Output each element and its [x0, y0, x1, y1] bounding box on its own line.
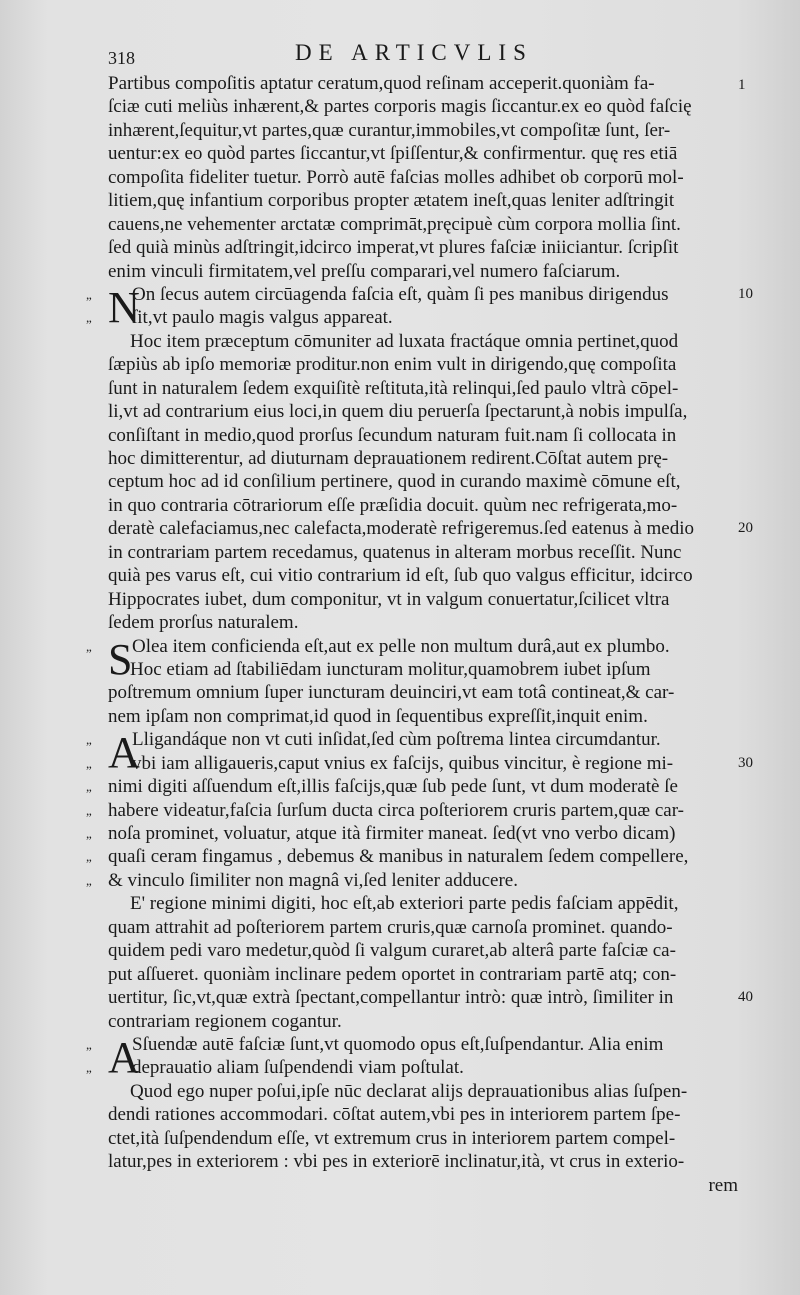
quote-mark: „: [86, 1060, 92, 1076]
text-line: „ nimi digiti aſſuendum eſt,illis faſcijs,quæ ſub pede ſunt, vt dum moderatè ſe: [86, 776, 678, 798]
quote-mark: „: [86, 779, 92, 795]
text-line: „ habere videatur,faſcia ſurſum ducta circa poſteriorem cruris partem,quæ car-: [86, 799, 684, 821]
text-line: „ quaſi ceram fingamus , debemus & manibus in naturalem ſedem compellere,: [86, 846, 689, 868]
text-line: litiem,quę infantium corporibus propter ætatem ineſt,quas leniter adſtringit: [108, 190, 675, 212]
quote-mark: „: [86, 310, 92, 326]
quote-mark: „: [86, 732, 92, 748]
catchword: rem: [708, 1174, 738, 1196]
quote-mark: „: [86, 872, 92, 888]
text-line: in contrariam partem recedamus, quatenus in alteram morbus receſſit. Nunc: [108, 541, 682, 563]
text-line: Hippocrates iubet, dum componitur, vt in valgum conuertatur,ſcilicet vltra: [108, 588, 670, 610]
text-line: „ & vinculo ſimiliter non magnâ vi,ſed leniter adducere.: [86, 869, 518, 891]
text-line: compoſita fideliter tuetur. Porrò autē faſcias molles adhibet ob corporū mol-: [108, 166, 684, 188]
text-line: „ N On ſecus autem circūagenda faſcia eſt, quàm ſi pes manibus dirigendus 10: [86, 282, 753, 332]
text-line: „ deprauatio aliam ſuſpendendi viam poſtulat.: [86, 1057, 464, 1079]
text-line: ſæpiùs ab ipſo memoriæ proditur.non enim vult in dirigendo,quę compoſita: [108, 354, 677, 376]
text-line: ſciæ cuti meliùs inhærent,& partes corporis magis ſiccantur.ex eo quòd faſcię: [108, 96, 692, 118]
text-line: quam attrahit ad poſteriorem partem cruris,quæ carnoſa prominet. quando-: [108, 916, 673, 938]
text-block: [86, 72, 753, 1197]
text-line: inhærent,ſequitur,vt partes,quæ curantur,immobiles,vt compoſitæ ſunt, ſer-: [108, 119, 671, 141]
text-line: „ A Lligandáque non vt cuti inſidat,ſed cùm poſtrema lintea circumdantur.: [86, 728, 661, 778]
line-number: 1: [738, 77, 746, 93]
line-number: 10: [738, 285, 753, 302]
text-line: ſed quià minùs adſtringit,idcirco imperat,vt plures faſciæ iniiciantur. ſcripſit: [108, 237, 679, 259]
text-line: cauens,ne vehementer arctatæ comprimāt,pręcipuè cùm corpora mollia ſint.: [108, 213, 681, 235]
text-line: quidem pedi varo medetur,quòd ſi valgum curaret,ab alterâ parte faſciæ ca-: [108, 940, 676, 962]
quote-mark: „: [86, 638, 92, 654]
text-line: uentur:ex eo quòd partes ſiccantur,vt ſpiſſentur,& confirmentur. quę res etiā: [108, 143, 678, 165]
text-line: „ A Sſuendæ autē faſciæ ſunt,vt quomodo opus eſt,ſuſpendantur. Alia enim: [86, 1032, 664, 1082]
text-line: hoc dimitterentur, ad diuturnam deprauationem redirent.Cōſtat autem prę-: [108, 448, 669, 469]
text-line: Hoc etiam ad ſtabiliēdam iuncturam molitur,quamobrem iubet ipſum: [130, 658, 651, 680]
text-line: contrariam regionem cogantur.: [108, 1010, 342, 1032]
line-number: 30: [738, 754, 753, 771]
text-line: nem ipſam non comprimat,id quod in ſequentibus expreſſit,inquit enim.: [108, 705, 648, 727]
text-line: quià pes varus eſt, cui vitio contrarium id eſt, ſub quo valgus efficitur, idcirco: [108, 565, 693, 587]
running-head: DE ARTICVLIS: [295, 40, 533, 65]
text-line: „ ſit,vt paulo magis valgus appareat.: [86, 307, 393, 329]
text-line: „ S Olea item conficienda eſt,aut ex pelle non multum durâ,aut ex plumbo.: [86, 634, 670, 684]
quote-mark: „: [86, 286, 92, 302]
drop-cap: N: [108, 282, 140, 332]
drop-cap: S: [108, 634, 133, 684]
line-number: 40: [738, 989, 753, 1006]
text-line: dendi rationes accommodari. cōſtat autem,vbi pes in interiorem partem ſpe-: [108, 1104, 681, 1126]
text-line: Quod ego nuper poſui,ipſe nūc declarat alijs deprauationibus alias ſuſpen-: [130, 1080, 688, 1102]
text-line: poſtremum omnium ſuper iuncturam deuinciri,vt eam totâ contineat,& car-: [108, 682, 675, 704]
text-line: ſunt in naturalem ſedem exquiſitè reſtituta,ità relinqui,ſed paulo vltrà cōpel-: [108, 377, 679, 399]
quote-mark: „: [86, 826, 92, 841]
text-line: put aſſueret. quoniàm inclinare pedem oportet in contrariam partē atq; con-: [108, 963, 677, 985]
quote-mark: „: [86, 849, 92, 865]
quote-mark: „: [86, 1036, 92, 1052]
text-line: ſedem prorſus naturalem.: [108, 612, 299, 634]
quote-mark: „: [86, 802, 92, 818]
text-line: deratè calefaciamus,nec calefacta,moderatè refrigeremus.ſed eatenus à medio 20: [108, 518, 753, 540]
text-line: ctet,ità ſuſpendendum eſſe, vt extremum crus in interiorem partem compel-: [108, 1127, 676, 1149]
drop-cap: A: [108, 1032, 140, 1082]
line-number: 20: [738, 520, 753, 537]
text-line: latur,pes in exteriorem : vbi pes in exteriorē inclinatur,ità, vt crus in exterio-: [108, 1151, 685, 1173]
quote-mark: „: [86, 755, 92, 771]
text-line: E' regione minimi digiti, hoc eſt,ab exteriori parte pedis faſciam appēdit,: [130, 893, 679, 915]
page-header: [0, 40, 800, 70]
drop-cap: A: [108, 728, 140, 778]
text-line: in quo contraria cōtrariorum eſſe præſidia docuit. quùm nec refrigerata,mo-: [108, 494, 678, 516]
text-line: uertitur, ſic,vt,quæ extrà ſpectant,compellantur intrò: quæ intrò, ſimiliter in 40: [108, 987, 753, 1009]
text-line: „ noſa prominet, voluatur, atque ità firmiter maneat. ſed(vt vno verbo dicam): [86, 823, 676, 844]
text-line: Partibus compoſitis aptatur ceratum,quod reſinam acceperit.quoniàm fa- 1: [108, 72, 738, 95]
text-line: ceptum hoc ad id conſilium pertinere, quod in curando maximè cōmune eſt,: [108, 471, 681, 493]
text-line: li,vt ad contrarium eius loci,in quem diu peruerſa ſpectarunt,à nobis impulſa,: [108, 401, 688, 423]
text-line: conſiſtant in medio,quod prorſus ſecundum naturam fuit.nam ſi collocata in: [108, 424, 677, 446]
page-number: 318: [108, 48, 135, 68]
text-line: Hoc item præceptum cōmuniter ad luxata fractáque omnia pertinet,quod: [130, 330, 679, 352]
text-line: enim vinculi firmitatem,vel preſſu comparari,vel numero faſciarum.: [108, 260, 621, 282]
text-line: „ vbi iam alligaueris,caput vnius ex faſcijs, quibus vincitur, è regione mi- 30: [86, 752, 753, 774]
